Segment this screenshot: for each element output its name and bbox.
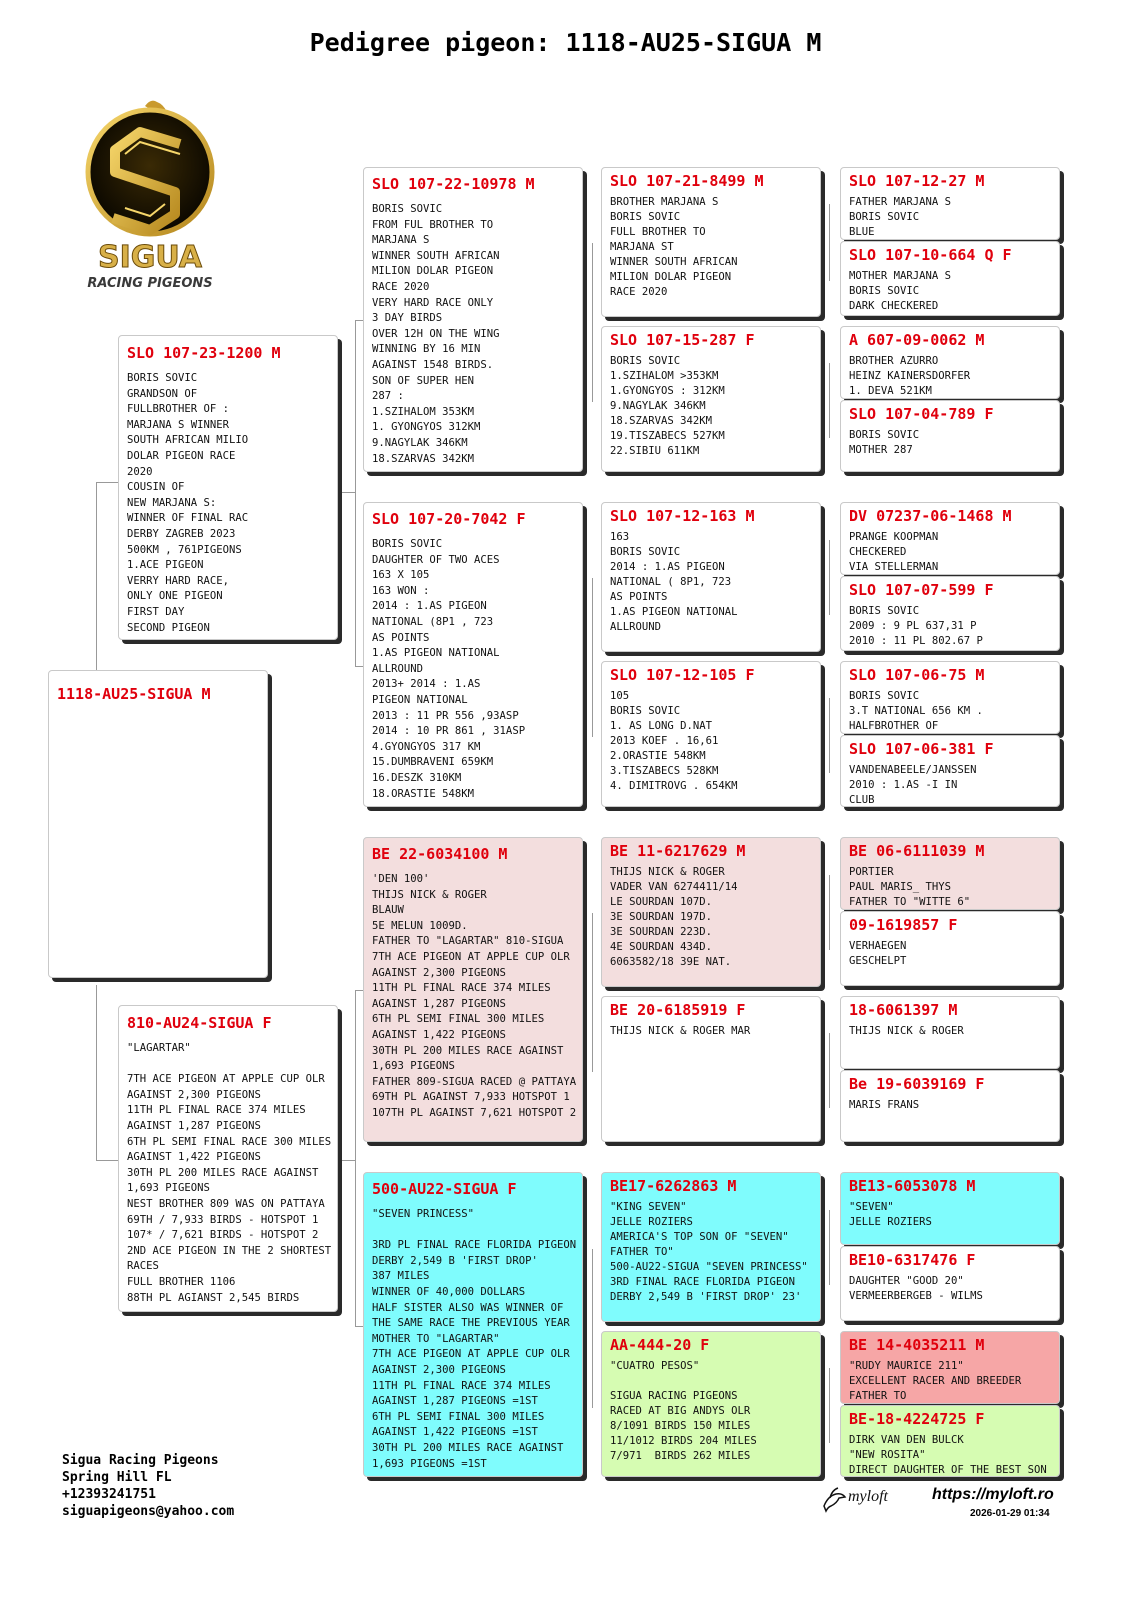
gen5-ring-number: Be 19-6039169 F xyxy=(849,1075,985,1093)
gen5-ring-number: SLO 107-06-381 F xyxy=(849,740,994,758)
grandparent-info: "SEVEN PRINCESS" 3RD PL FINAL RACE FLORIDA PIGEON DERBY 2,549 B 'FIRST DROP' 387 MILES WINNER OF 40,000 DOLLARS HALF SISTER ALSO WAS WINNER OF THE SAME RACE THE PREVIOUS YEAR MOTHER TO "LAGARTAR" 7TH ACE PIGEON AT APPLE CUP OLR AGAINST 2,300 PIGEONS 11TH PL FINAL RACE 374 MILES AGAINST 1,287 PIGEONS =1ST 6TH PL SEMI FINAL 300 MILES AGAINST 1,422 PIGEONS =1ST 30TH PL 200 MILES RACE AGAINST 1,693 PIGEONS =1ST xyxy=(372,1208,577,1470)
grandparent-info: BORIS SOVIC FROM FUL BROTHER TO MARJANA S WINNER SOUTH AFRICAN MILION DOLAR PIGEON RACE 2020 VERY HARD RACE ONLY 3 DAY BIRDS OVER 12H ON THE WING WINNING BY 16 MIN AGAINST 1548 BIRDS. SON OF SUPER HEN 287 : 1.SZIHALOM 353KM 1. GYONGYOS 312KM 9.NAGYLAK 346KM 18.SZARVAS 342KM xyxy=(372,203,500,465)
gen5-ring-number: SLO 107-07-599 F xyxy=(849,581,994,599)
grandparent-ring-number: SLO 107-20-7042 F xyxy=(372,510,526,528)
great-grandparent-ring-number: BE 20-6185919 F xyxy=(610,1001,746,1019)
gen5-card[interactable] xyxy=(840,241,1060,316)
dam-card[interactable] xyxy=(118,1005,338,1312)
great-grandparent-ring-number: SLO 107-21-8499 M xyxy=(610,172,764,190)
gen5-ring-number: BE 06-6111039 M xyxy=(849,842,985,860)
great-grandparent-ring-number: SLO 107-12-105 F xyxy=(610,666,755,684)
great-grandparent-ring-number: SLO 107-12-163 M xyxy=(610,507,755,525)
gen5-card[interactable] xyxy=(840,1246,1060,1321)
gen5-ring-number: BE13-6053078 M xyxy=(849,1177,976,1195)
gen5-card[interactable] xyxy=(840,735,1060,807)
gen5-info: BORIS SOVIC 2009 : 9 PL 637,31 P 2010 : 11 PL 802.67 P xyxy=(849,605,983,647)
great-grandparent-ring-number: BE17-6262863 M xyxy=(610,1177,737,1195)
generated-date: 2026-01-29 01:34 xyxy=(970,1508,1050,1519)
sire-ring-number: SLO 107-23-1200 M xyxy=(127,344,281,362)
great-grandparent-info: THIJS NICK & ROGER VADER VAN 6274411/14 LE SOURDAN 107D. 3E SOURDAN 197D. 3E SOURDAN 223D. 4E SOURDAN 434D. 6063582/18 39E NAT. xyxy=(610,866,738,968)
grandparent-card[interactable] xyxy=(363,167,583,472)
gen5-info: DIRK VAN DEN BULCK "NEW ROSITA" DIRECT DAUGHTER OF THE BEST SON xyxy=(849,1434,1047,1476)
grandparent-info: 'DEN 100' THIJS NICK & ROGER BLAUW 5E MELUN 1009D. FATHER TO "LAGARTAR" 810-SIGUA 7TH ACE PIGEON AT APPLE CUP OLR AGAINST 2,300 PIGEONS 11TH PL FINAL RACE 374 MILES AGAINST 1,287 PIGEONS 6TH PL SEMI FINAL 300 MILES AGAINST 1,422 PIGEONS 30TH PL 200 MILES RACE AGAINST 1,693 PIGEONS FATHER 809-SIGUA RACED @ PATTAYA 69TH PL AGAINST 7,933 HOTSPOT 1 107TH PL AGAINST 7,621 HOTSPOT 2 xyxy=(372,873,577,1119)
gen5-info: "RUDY MAURICE 211" EXCELLENT RACER AND BREEDER FATHER TO xyxy=(849,1360,1022,1402)
great-grandparent-info: "KING SEVEN" JELLE ROZIERS AMERICA'S TOP SON OF "SEVEN" FATHER TO" 500-AU22-SIGUA "SEVEN PRINCESS" 3RD FINAL RACE FLORIDA PIGEON DERBY 2,549 B 'FIRST DROP' 23' xyxy=(610,1201,808,1303)
grandparent-ring-number: 500-AU22-SIGUA F xyxy=(372,1180,517,1198)
gen5-ring-number: A 607-09-0062 M xyxy=(849,331,985,349)
grandparent-card[interactable] xyxy=(363,1172,583,1477)
great-grandparent-ring-number: SLO 107-15-287 F xyxy=(610,331,755,349)
gen5-ring-number: SLO 107-10-664 Q F xyxy=(849,246,1012,264)
gen5-info: BORIS SOVIC 3.T NATIONAL 656 KM . HALFBROTHER OF xyxy=(849,690,983,732)
gen5-ring-number: DV 07237-06-1468 M xyxy=(849,507,1012,525)
gen5-card[interactable] xyxy=(840,1070,1060,1142)
gen5-card[interactable] xyxy=(840,1172,1060,1245)
grandparent-card[interactable] xyxy=(363,837,583,1142)
grandparent-ring-number: BE 22-6034100 M xyxy=(372,845,508,863)
gen5-ring-number: SLO 107-06-75 M xyxy=(849,666,985,684)
gen5-info: PRANGE KOOPMAN CHECKERED VIA STELLERMAN xyxy=(849,531,939,573)
gen5-info: MOTHER MARJANA S BORIS SOVIC DARK CHECKERED xyxy=(849,270,952,312)
great-grandparent-ring-number: BE 11-6217629 M xyxy=(610,842,746,860)
great-grandparent-info: BORIS SOVIC 1.SZIHALOM >353KM 1.GYONGYOS : 312KM 9.NAGYLAK 346KM 18.SZARVAS 342KM 19.TISZABECS 527KM 22.SIBIU 611KM xyxy=(610,355,725,457)
gen5-ring-number: 09-1619857 F xyxy=(849,916,958,934)
great-grandparent-info: BROTHER MARJANA S BORIS SOVIC FULL BROTHER TO MARJANA ST WINNER SOUTH AFRICAN MILION DOLAR PIGEON RACE 2020 xyxy=(610,196,738,298)
sire-card[interactable] xyxy=(118,335,338,640)
gen5-ring-number: 18-6061397 M xyxy=(849,1001,958,1019)
gen5-card[interactable] xyxy=(840,837,1060,910)
gen5-info: THIJS NICK & ROGER xyxy=(849,1025,964,1037)
great-grandparent-card[interactable] xyxy=(601,326,821,472)
gen5-card[interactable] xyxy=(840,400,1060,472)
great-grandparent-card[interactable] xyxy=(601,996,821,1142)
grandparent-card[interactable] xyxy=(363,502,583,807)
logo-brand: SIGUA xyxy=(97,240,203,275)
gen5-ring-number: SLO 107-04-789 F xyxy=(849,405,994,423)
sire-info: BORIS SOVIC GRANDSON OF FULLBROTHER OF : MARJANA S WINNER SOUTH AFRICAN MILIO DOLAR PIGEON RACE 2020 COUSIN OF NEW MARJANA S: WINNER OF FINAL RAC DERBY ZAGREB 2023 500KM , 761PIGEONS 1.ACE PIGEON VERRY HARD RACE, ONLY ONE PIGEON FIRST DAY SECOND PIGEON xyxy=(127,372,249,634)
great-grandparent-info: 163 BORIS SOVIC 2014 : 1.AS PIGEON NATIONAL ( 8P1, 723 AS POINTS 1.AS PIGEON NATIONAL ALLROUND xyxy=(610,531,738,633)
gen5-info: "SEVEN" JELLE ROZIERS xyxy=(849,1201,932,1228)
gen5-info: VERHAEGEN GESCHELPT xyxy=(849,940,907,967)
grandparent-info: BORIS SOVIC DAUGHTER OF TWO ACES 163 X 105 163 WON : 2014 : 1.AS PIGEON NATIONAL (8P1 , 723 AS POINTS 1.AS PIGEON NATIONAL ALLROUND 2013+ 2014 : 1.AS PIGEON NATIONAL 2013 : 11 PR 556 ,93ASP 2014 : 10 PR 861 , 31ASP 4.GYONGYOS 317 KM 15.DUMBRAVENI 659KM 16.DESZK 310KM 18.ORASTIE 548KM xyxy=(372,538,526,800)
gen5-card[interactable] xyxy=(840,576,1060,651)
subject-pigeon-card[interactable] xyxy=(48,670,268,978)
gen5-card[interactable] xyxy=(840,911,1060,986)
gen5-ring-number: BE10-6317476 F xyxy=(849,1251,976,1269)
gen5-info: DAUGHTER "GOOD 20" VERMEERBERGEB - WILMS xyxy=(849,1275,983,1302)
gen5-card[interactable] xyxy=(840,1405,1060,1477)
great-grandparent-card[interactable] xyxy=(601,1172,821,1322)
gen5-info: BROTHER AZURRO HEINZ KAINERSDORFER 1. DEVA 521KM xyxy=(849,355,971,397)
subject-ring-number: 1118-AU25-SIGUA M xyxy=(57,685,211,703)
great-grandparent-card[interactable] xyxy=(601,837,821,987)
gen5-info: BORIS SOVIC MOTHER 287 xyxy=(849,429,920,456)
gen5-card[interactable] xyxy=(840,1331,1060,1404)
great-grandparent-card[interactable] xyxy=(601,167,821,317)
gen5-card[interactable] xyxy=(840,996,1060,1069)
great-grandparent-card[interactable] xyxy=(601,661,821,807)
website-link[interactable]: https://myloft.ro xyxy=(932,1486,1054,1503)
gen5-card[interactable] xyxy=(840,661,1060,734)
gen5-info: MARIS FRANS xyxy=(849,1099,920,1111)
gen5-ring-number: SLO 107-12-27 M xyxy=(849,172,985,190)
sigua-logo xyxy=(65,92,245,297)
great-grandparent-info: "CUATRO PESOS" SIGUA RACING PIGEONS RACED AT BIG ANDYS OLR 8/1091 BIRDS 150 MILES 11/1012 BIRDS 204 MILES 7/971 BIRDS 262 MILES xyxy=(610,1360,757,1462)
great-grandparent-card[interactable] xyxy=(601,1331,821,1477)
gen5-info: PORTIER PAUL MARIS_ THYS FATHER TO "WITTE 6" xyxy=(849,866,971,908)
gen5-card[interactable] xyxy=(840,502,1060,575)
gen5-info: FATHER MARJANA S BORIS SOVIC BLUE xyxy=(849,196,952,238)
grandparent-ring-number: SLO 107-22-10978 M xyxy=(372,175,535,193)
gen5-ring-number: BE-18-4224725 F xyxy=(849,1410,985,1428)
pigeon-icon xyxy=(820,1484,848,1514)
great-grandparent-card[interactable] xyxy=(601,502,821,652)
great-grandparent-info: 105 BORIS SOVIC 1. AS LONG D.NAT 2013 KOEF . 16,61 2.ORASTIE 548KM 3.TISZABECS 528KM 4. DIMITROVG . 654KM xyxy=(610,690,738,792)
gen5-card[interactable] xyxy=(840,167,1060,240)
gen5-card[interactable] xyxy=(840,326,1060,399)
gen5-ring-number: BE 14-4035211 M xyxy=(849,1336,985,1354)
great-grandparent-info: THIJS NICK & ROGER MAR xyxy=(610,1025,751,1037)
dam-info: "LAGARTAR" 7TH ACE PIGEON AT APPLE CUP OLR AGAINST 2,300 PIGEONS 11TH PL FINAL RACE 374 MILES AGAINST 1,287 PIGEONS 6TH PL SEMI FINAL RACE 300 MILES AGAINST 1,422 PIGEONS 30TH PL 200 MILES RACE AGAINST 1,693 PIGEONS NEST BROTHER 809 WAS ON PATTAYA 69TH / 7,933 BIRDS - HOTSPOT 1 107* / 7,621 BIRDS - HOTSPOT 2 2ND ACE PIGEON IN THE 2 SHORTEST RACES FULL BROTHER 1106 88TH PL AGIANST 2,545 BIRDS xyxy=(127,1042,332,1304)
great-grandparent-ring-number: AA-444-20 F xyxy=(610,1336,710,1354)
dam-ring-number: 810-AU24-SIGUA F xyxy=(127,1014,272,1032)
contact-info: Sigua Racing Pigeons Spring Hill FL +12393241751 siguapigeons@yahoo.com xyxy=(62,1453,235,1519)
page-title: Pedigree pigeon: 1118-AU25-SIGUA M xyxy=(309,28,822,57)
logo-tagline: RACING PIGEONS xyxy=(87,276,213,291)
gen5-info: VANDENABEELE/JANSSEN 2010 : 1.AS -I IN CLUB xyxy=(849,764,977,806)
myloft-brand: myloft xyxy=(848,1488,888,1505)
